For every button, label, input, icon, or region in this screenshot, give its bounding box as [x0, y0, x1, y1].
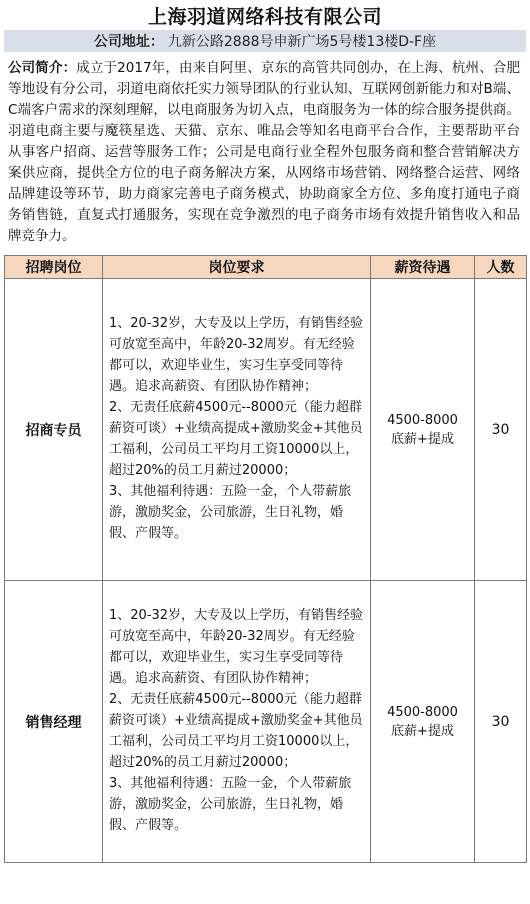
address-value: 九新公路2888号申新广场5号楼13楼D-F座	[167, 34, 437, 50]
address-label: 公司地址：	[93, 34, 164, 50]
requirement-item: 3、其他福利待遇：五险一金，个人带薪旅游，激励奖金，公司旅游，生日礼物，婚假、产假等。	[109, 776, 352, 833]
requirements-cell	[103, 581, 371, 863]
requirement-item: 2、无责任底薪4500元--8000元（能力超群薪资可谈）+业绩高提成+激励奖金+其他员工福利，公司员工平均月工资10000以上，超过20%的员工月薪过20000；	[109, 400, 363, 478]
requirement-item: 2、无责任底薪4500元--8000元（能力超群薪资可谈）+业绩高提成+激励奖金+其他员工福利，公司员工平均月工资10000以上，超过20%的员工月薪过20000；	[109, 692, 363, 770]
company-name: 上海羽道网络科技有限公司	[147, 5, 382, 28]
requirements-cell	[103, 279, 371, 581]
table-header-row	[5, 256, 527, 279]
salary-range: 4500-8000	[387, 704, 458, 720]
salary-structure: 底薪+提成	[391, 723, 454, 739]
header-requirements: 岗位要求	[103, 256, 371, 279]
position-cell: 招商专员	[5, 279, 103, 581]
salary-cell	[371, 581, 475, 863]
position-cell: 销售经理	[5, 581, 103, 863]
requirement-item: 1、20-32岁，大专及以上学历，有销售经验可放宽至高中，年龄20-32周岁。有无经验都可以，欢迎毕业生，实习生享受同等待遇。追求高薪资、有团队协作精神；	[109, 316, 364, 394]
salary-structure: 底薪+提成	[391, 431, 454, 447]
table-row	[5, 279, 527, 581]
salary-cell	[371, 279, 475, 581]
header-count: 人数	[475, 256, 527, 279]
intro-text: 成立于2017年，由来自阿里、京东的高管共同创办，在上海、杭州、合肥等地设有分公司，羽道电商依托实力领导团队的行业认知、互联网创新能力和对B端、C端客户需求的深刻理解，以电商服务为切入点，电商服务为一体的综合服务提供商。羽道电商主要与魔筷星选、天猫、京东、唯品会等知名电商平台合作，主要帮助平台从事客户招商、运营等服务工作；公司是电商行业全程外包服务商和整合营销解决方案供应商，提供全方位的电子商务解决方案，从网络市场营销、网络整合运营、网络品牌建设等环节，助力商家完善电子商务模式，协助商家全方位、多角度打通电子商务销售链，直复式打通服务，实现在竞争激烈的电子商务市场有效提升销售收入和品牌竞争力。	[8, 60, 520, 244]
header-salary: 薪资待遇	[371, 256, 475, 279]
jobs-table	[4, 255, 527, 863]
table-row	[5, 581, 527, 863]
requirement-item: 1、20-32岁，大专及以上学历，有销售经验可放宽至高中，年龄20-32周岁。有无经验都可以，欢迎毕业生，实习生享受同等待遇。追求高薪资、有团队协作精神；	[109, 608, 364, 686]
intro-label: 公司简介：	[8, 60, 77, 76]
header-position: 招聘岗位	[5, 256, 103, 279]
headcount-cell: 30	[475, 279, 527, 581]
address-bar	[4, 30, 526, 52]
salary-range: 4500-8000	[387, 412, 458, 428]
company-intro	[0, 52, 530, 255]
requirement-item: 3、其他福利待遇：五险一金，个人带薪旅游，激励奖金，公司旅游，生日礼物，婚假、产假等。	[109, 484, 352, 541]
headcount-cell: 30	[475, 581, 527, 863]
